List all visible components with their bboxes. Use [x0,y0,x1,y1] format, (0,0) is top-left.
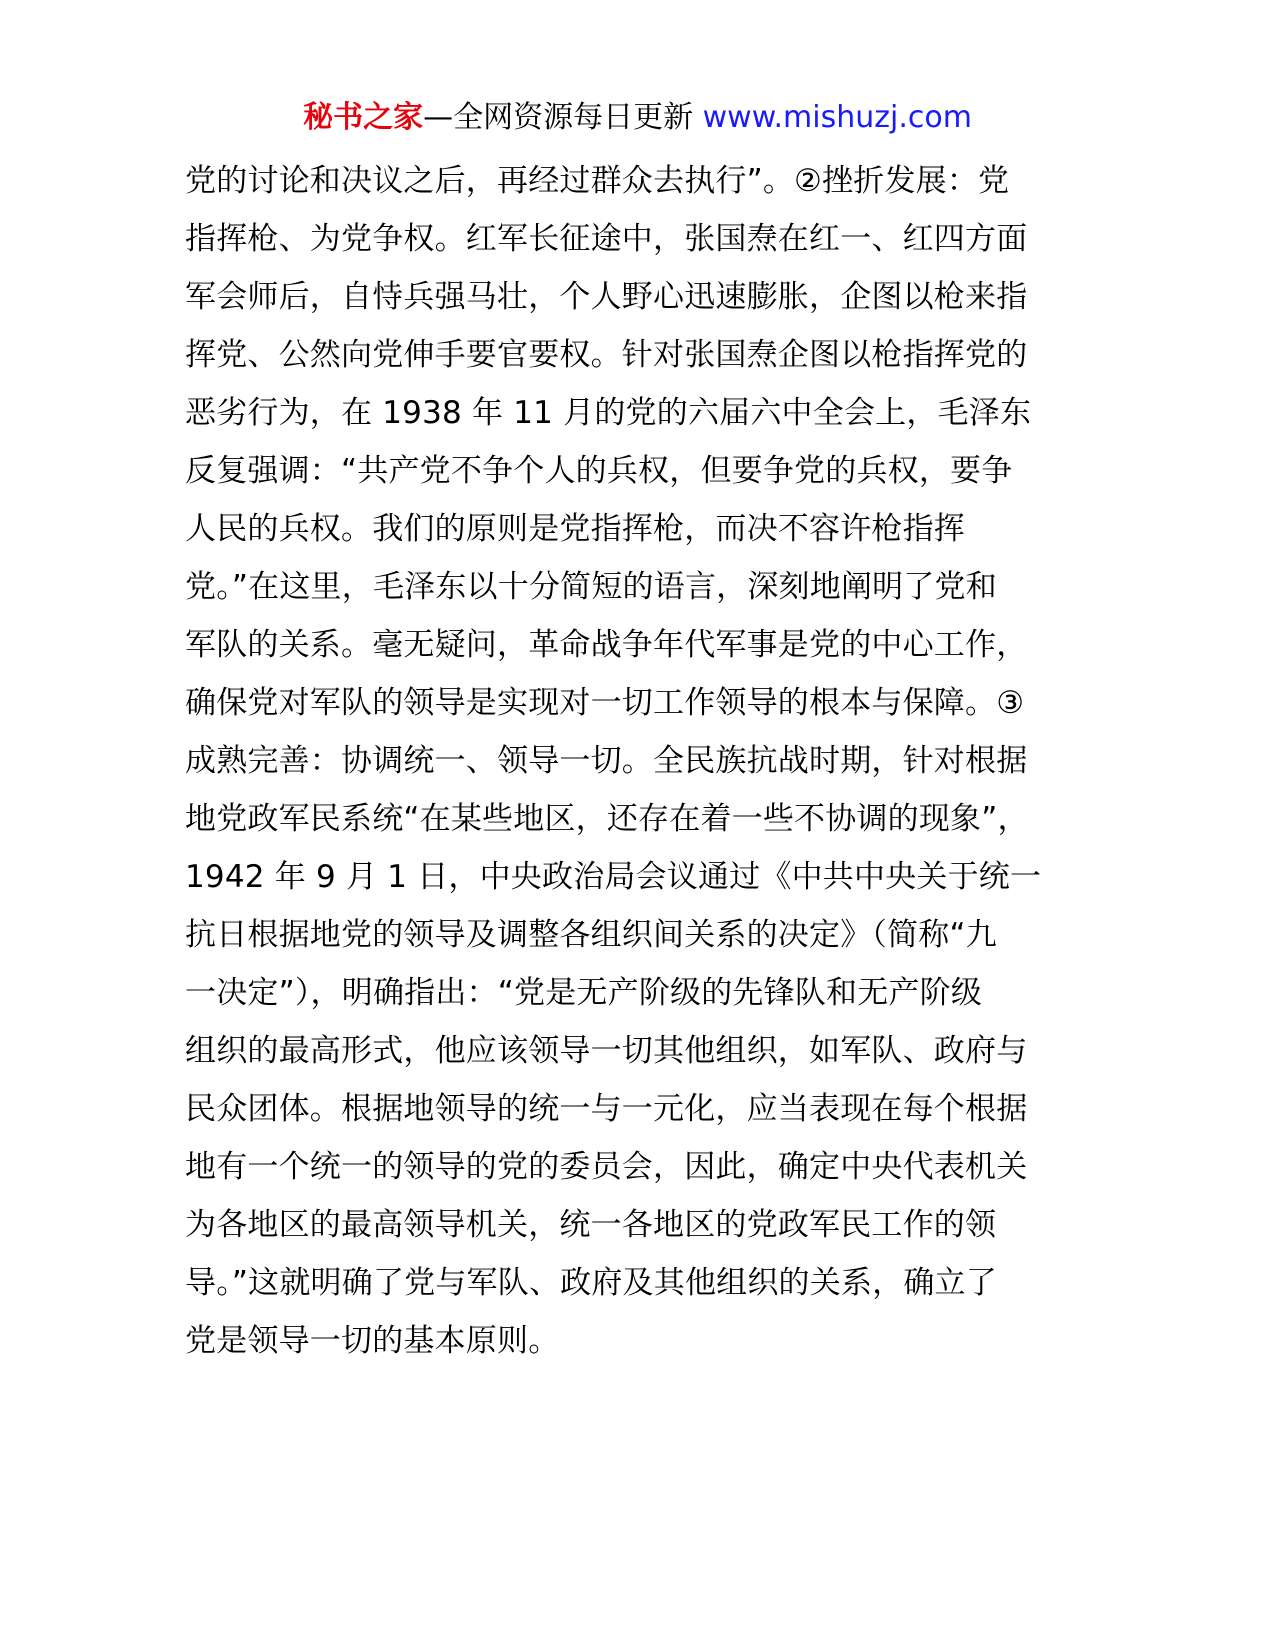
text-line: 挥党、公然向党伸手要官要权。针对张国焘企图以枪指挥党的 [185,337,1028,373]
text-line: 确保党对军队的领导是实现对一切工作领导的根本与保障。③ [185,685,1025,721]
site-url: www.mishuzj.com [702,100,972,135]
text-line: 军会师后，自恃兵强马壮，个人野心迅速膨胀，企图以枪来指 [185,279,1028,315]
text-line: 党的讨论和决议之后，再经过群众去执行”。②挫折发展：党 [185,163,1010,199]
text-line: 人民的兵权。我们的原则是党指挥枪，而决不容许枪指挥 [185,511,965,547]
text-line: 指挥枪、为党争权。红军长征途中，张国焘在红一、红四方面 [185,221,1028,257]
text-line: 抗日根据地党的领导及调整各组织间关系的决定》（简称“九 [185,917,997,953]
text-line: 地党政军民系统“在某些地区，还存在着一些不协调的现象”， [185,801,1029,837]
header-tagline: —全网资源每日更新 [423,100,703,135]
text-line: 党是领导一切的基本原则。 [185,1323,560,1359]
text-line: 一决定”），明确指出：“党是无产阶级的先锋队和无产阶级 [185,975,983,1011]
text-line: 党。”在这里，毛泽东以十分简短的语言，深刻地阐明了党和 [185,569,997,605]
text-line: 1942 年 9 月 1 日，中央政治局会议通过《中共中央关于统一 [185,859,1042,895]
text-line: 组织的最高形式，他应该领导一切其他组织，如军队、政府与 [185,1033,1028,1069]
text-line: 成熟完善：协调统一、领导一切。全民族抗战时期，针对根据 [185,743,1028,779]
text-line: 地有一个统一的领导的党的委员会，因此，确定中央代表机关 [185,1149,1028,1185]
document-body [185,152,1105,1370]
text-line: 为各地区的最高领导机关，统一各地区的党政军民工作的领 [185,1207,997,1243]
page-header [0,98,1275,138]
text-line: 反复强调：“共产党不争个人的兵权，但要争党的兵权，要争 [185,453,1013,489]
text-line: 民众团体。根据地领导的统一与一元化，应当表现在每个根据 [185,1091,1028,1127]
brand-name: 秘书之家 [303,100,424,135]
text-line: 恶劣行为，在 1938 年 11 月的党的六届六中全会上，毛泽东 [185,395,1032,431]
text-line: 军队的关系。毫无疑问，革命战争年代军事是党的中心工作， [185,627,1028,663]
text-line: 导。”这就明确了党与军队、政府及其他组织的关系，确立了 [185,1265,997,1301]
